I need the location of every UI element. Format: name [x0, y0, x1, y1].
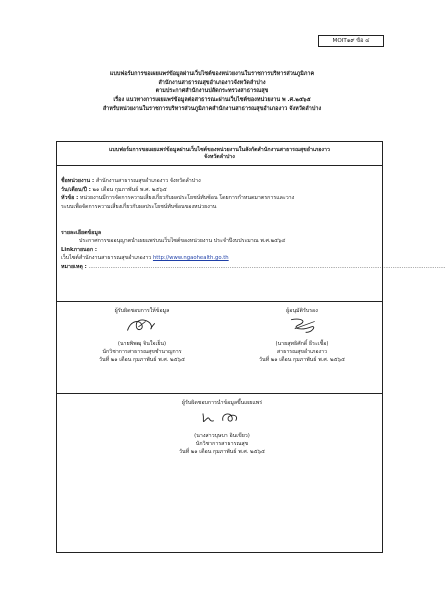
unit-row: [57, 178, 382, 184]
signature-right: [272, 316, 332, 336]
header-line-1: แบบฟอร์มการขอเผยแพร่ข้อมูลผ่านเว็บไซต์ของหน่วยงานในราชการบริหารส่วนภูมิภาค: [109, 70, 315, 77]
note-row: [57, 263, 446, 270]
left-sign-position: นักวิชาการสาธารณสุขชำนาญการ: [102, 348, 182, 355]
bottom-sign-position: นักวิชาการสาธารณสุข: [195, 440, 249, 447]
detail-label: รายละเอียดข้อมูล: [61, 229, 102, 236]
left-sign-title: ผู้รับผิดชอบการให้ข้อมูล: [114, 308, 170, 315]
header-line-5: สำหรับหน่วยงานในราชการบริหารส่วนภูมิภาคสำนักงานสาธารณสุขอำเภองาว จังหวัดลำปาง: [102, 106, 322, 113]
header-line-2: สำนักงานสาธารณสุขอำเภองาวจังหวัดลำปาง: [158, 79, 266, 86]
document-header: [40, 68, 384, 115]
header-line-3: ตามประกาศสำนักงานปลัดกระทรวงสาธารณสุข: [155, 88, 269, 95]
signature-block-right: [237, 306, 367, 366]
right-sign-name: (นายสุทธิศักดิ์ ธีระเชื้อ): [275, 340, 329, 347]
right-sign-date: วันที่ ๒๑ เดือน กุมภาพันธ์ พ.ศ. ๒๕๖๕: [258, 357, 345, 364]
section-divider-2: [57, 393, 382, 394]
note-dots: ……………………………………………………………………………………………………………………………………………………………………………: [88, 263, 446, 270]
link-prefix: เว็บไซต์สำนักงานสาธารณสุขอำเภองาว: [61, 255, 152, 262]
topic-label: หัวข้อ :: [61, 195, 79, 202]
unit-label: ชื่อหน่วยงาน :: [61, 178, 95, 185]
left-sign-date: วันที่ ๒๑ เดือน กุมภาพันธ์ พ.ศ. ๒๕๖๕: [98, 357, 185, 364]
form-title-line-1: แบบฟอร์มการขอเผยแพร่ข้อมูลผ่านเว็บไซต์ของหน่วยงานในสังกัดสำนักงานสาธารณสุขอำเภองาว: [109, 146, 330, 153]
form-title: [57, 142, 382, 166]
topic-row-cont: ระบบเพื่อจัดการความเสี่ยงเกี่ยวกับผลประโยชน์ทับซ้อนของหน่วยงาน: [61, 203, 217, 210]
topic-row: [57, 195, 382, 201]
form-title-line-2: จังหวัดลำปาง: [204, 154, 235, 161]
header-line-4: เรื่อง แนวทางการเผยแพร่ข้อมูลต่อสาธารณะผ่านเว็บไซต์ของหน่วยงาน พ .ศ.๒๕๖๕: [113, 97, 311, 104]
link-row: [57, 255, 382, 261]
signature-left: [112, 316, 172, 336]
reference-code: MOIT๑๙ ข้อ ๔: [318, 35, 384, 47]
date-label: วัน/เดือน/ปี :: [61, 186, 91, 193]
right-sign-position: สาธารณสุขอำเภองาว: [276, 348, 328, 355]
unit-value: สำนักงานสาธารณสุขอำเภองาว จังหวัดลำปาง: [95, 178, 201, 185]
bottom-sign-title: ผู้รับผิดชอบการนำข้อมูลขึ้นเผยแพร่: [181, 400, 263, 407]
bottom-sign-date: วันที่ ๒๑ เดือน กุมภาพันธ์ พ.ศ. ๒๕๖๕: [178, 449, 265, 456]
bottom-sign-name: (นางสาวบุษบา อินเขียว): [194, 432, 250, 439]
left-sign-name: (นายพิพฒุ จินใจเย็น): [117, 340, 167, 347]
external-link[interactable]: http://www.ngaohealth.go.th: [152, 255, 229, 262]
request-form: [56, 141, 446, 553]
section-divider: [57, 301, 382, 302]
topic-value: หน่วยงานมีการจัดการความเสี่ยงเกี่ยวกับผลประโยชน์ทับซ้อน โดยการกำหนดมาตรการและวาง: [79, 195, 295, 202]
date-value: ๒๑ เดือน กุมภาพันธ์ พ.ศ. ๒๕๖๕: [92, 186, 167, 193]
signature-block-left: [77, 306, 207, 366]
note-label: หมายเหตุ :: [61, 263, 87, 270]
date-row: [57, 187, 382, 193]
detail-value: ประกาศการขออนุญาตนำเผยแพร่บนเว็บไซต์ของหน่วยงาน ประจำปีงบประมาณ พ.ศ.๒๕๖๔: [79, 238, 286, 245]
signature-bottom: [187, 408, 257, 428]
right-sign-title: ผู้อนุมัติรับรอง: [286, 308, 318, 315]
link-label: Linkภายนอก :: [61, 246, 98, 253]
signature-block-bottom: [152, 398, 292, 458]
